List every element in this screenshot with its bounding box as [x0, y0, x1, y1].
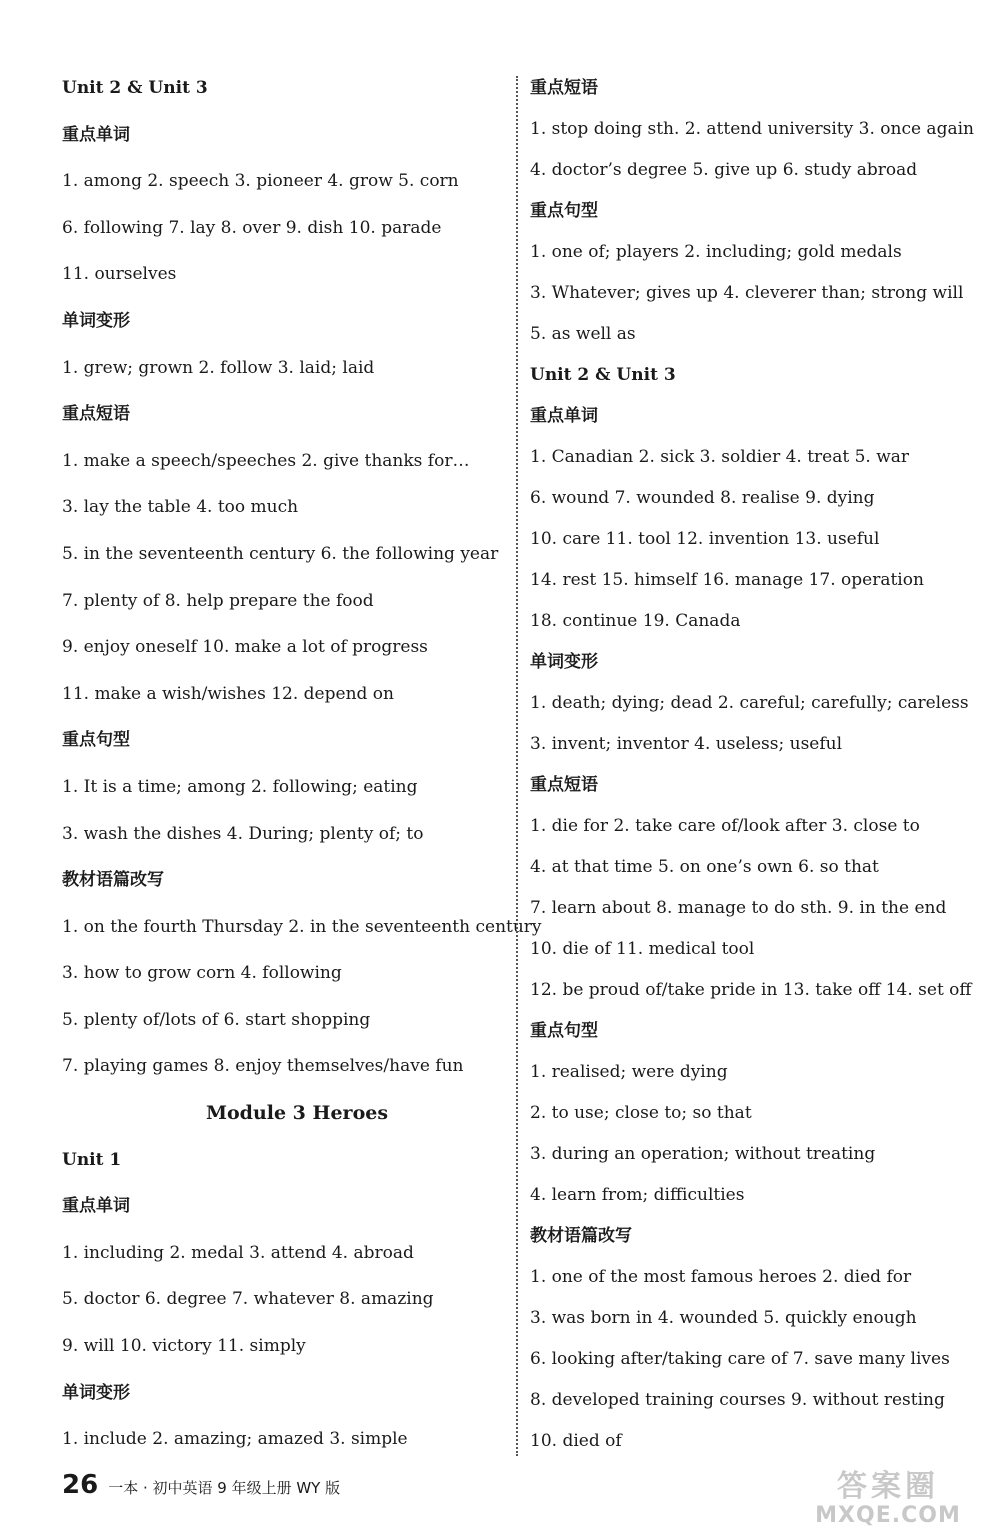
book-title: 一本 · 初中英语 9 年级上册 WY 版: [108, 1479, 341, 1497]
answer-line: 1. realised; were dying: [530, 1062, 728, 1082]
answer-line: 10. died of: [530, 1431, 622, 1451]
answer-line: 11. make a wish/wishes 12. depend on: [62, 683, 394, 704]
left-column: [62, 72, 542, 1470]
answer-line: 3. Whatever; gives up 4. cleverer than; strong will: [530, 283, 964, 303]
answer-line: 11. ourselves: [62, 264, 177, 285]
answer-line: 18. continue 19. Canada: [530, 611, 741, 631]
answer-line: 1. on the fourth Thursday 2. in the seventeenth century: [62, 916, 542, 937]
section-heading: 单词变形: [530, 652, 598, 672]
section-heading: 重点句型: [62, 730, 130, 751]
answer-line: 1. Canadian 2. sick 3. soldier 4. treat 5. war: [530, 447, 910, 467]
watermark-url: MXQE.COM: [815, 1503, 961, 1528]
answer-line: 4. at that time 5. on one’s own 6. so that: [530, 857, 879, 877]
answer-line: 4. doctor’s degree 5. give up 6. study abroad: [530, 160, 918, 180]
answer-line: 7. plenty of 8. help prepare the food: [62, 590, 374, 611]
answer-line: 6. following 7. lay 8. over 9. dish 10. parade: [62, 217, 442, 238]
answer-line: 3. was born in 4. wounded 5. quickly enough: [530, 1308, 917, 1328]
answer-line: 10. care 11. tool 12. invention 13. useful: [530, 529, 880, 549]
answer-line: 3. during an operation; without treating: [530, 1144, 876, 1164]
section-heading: 重点单词: [62, 124, 130, 145]
answer-line: 1. one of; players 2. including; gold medals: [530, 242, 902, 262]
section-heading: 重点句型: [530, 201, 598, 221]
unit-heading: Unit 2 & Unit 3: [530, 365, 676, 385]
answer-line: 10. die of 11. medical tool: [530, 939, 755, 959]
answer-line: 5. as well as: [530, 324, 636, 344]
answer-line: 1. die for 2. take care of/look after 3. close to: [530, 816, 920, 836]
answer-line: 5. doctor 6. degree 7. whatever 8. amazing: [62, 1289, 434, 1310]
section-heading: 重点短语: [530, 775, 598, 795]
answer-line: 6. looking after/taking care of 7. save many lives: [530, 1349, 950, 1369]
section-heading: 重点句型: [530, 1021, 598, 1041]
right-column: [530, 72, 980, 1466]
column-divider: [516, 76, 518, 1456]
answer-line: 3. how to grow corn 4. following: [62, 963, 342, 984]
watermark-logo: [798, 1470, 978, 1530]
section-heading: 重点单词: [62, 1196, 130, 1217]
watermark-title: 答案圈: [837, 1469, 939, 1504]
answer-line: 8. developed training courses 9. without resting: [530, 1390, 945, 1410]
unit-heading: Unit 2 & Unit 3: [62, 78, 208, 98]
answer-line: 3. invent; inventor 4. useless; useful: [530, 734, 843, 754]
answer-line: 9. enjoy oneself 10. make a lot of progress: [62, 637, 428, 658]
answer-line: 9. will 10. victory 11. simply: [62, 1336, 306, 1357]
answer-line: 7. learn about 8. manage to do sth. 9. in the end: [530, 898, 947, 918]
answer-line: 2. to use; close to; so that: [530, 1103, 752, 1123]
page-number: 26: [62, 1470, 99, 1500]
section-heading: 重点短语: [62, 404, 130, 425]
answer-line: 5. plenty of/lots of 6. start shopping: [62, 1009, 371, 1030]
answer-line: 5. in the seventeenth century 6. the following year: [62, 543, 499, 564]
answer-line: 1. stop doing sth. 2. attend university 3. once again: [530, 119, 974, 139]
answer-line: 3. lay the table 4. too much: [62, 497, 299, 518]
answer-line: 1. death; dying; dead 2. careful; carefully; careless: [530, 693, 969, 713]
answer-line: 1. one of the most famous heroes 2. died for: [530, 1267, 912, 1287]
answer-line: 1. include 2. amazing; amazed 3. simple: [62, 1429, 408, 1450]
answer-line: 6. wound 7. wounded 8. realise 9. dying: [530, 488, 875, 508]
section-heading: 重点单词: [530, 406, 598, 426]
answer-line: 12. be proud of/take pride in 13. take off 14. set off: [530, 980, 972, 1000]
section-heading: 单词变形: [62, 1382, 130, 1403]
section-heading: 重点短语: [530, 78, 598, 98]
answer-line: 1. including 2. medal 3. attend 4. abroad: [62, 1242, 414, 1263]
page-footer: [62, 1470, 340, 1500]
answer-line: 14. rest 15. himself 16. manage 17. operation: [530, 570, 924, 590]
answer-line: 1. grew; grown 2. follow 3. laid; laid: [62, 357, 375, 378]
answer-line: 1. make a speech/speeches 2. give thanks for…: [62, 450, 470, 471]
answer-line: 1. among 2. speech 3. pioneer 4. grow 5. corn: [62, 171, 459, 192]
section-heading: 单词变形: [62, 310, 130, 331]
unit-heading: Unit 1: [62, 1149, 122, 1170]
section-heading: 教材语篇改写: [62, 870, 164, 891]
module-heading: Module 3 Heroes: [205, 1102, 389, 1125]
answer-line: 4. learn from; difficulties: [530, 1185, 745, 1205]
answer-line: 7. playing games 8. enjoy themselves/have fun: [62, 1056, 464, 1077]
answer-line: 3. wash the dishes 4. During; plenty of; to: [62, 823, 424, 844]
section-heading: 教材语篇改写: [530, 1226, 632, 1246]
answer-line: 1. It is a time; among 2. following; eating: [62, 776, 418, 797]
